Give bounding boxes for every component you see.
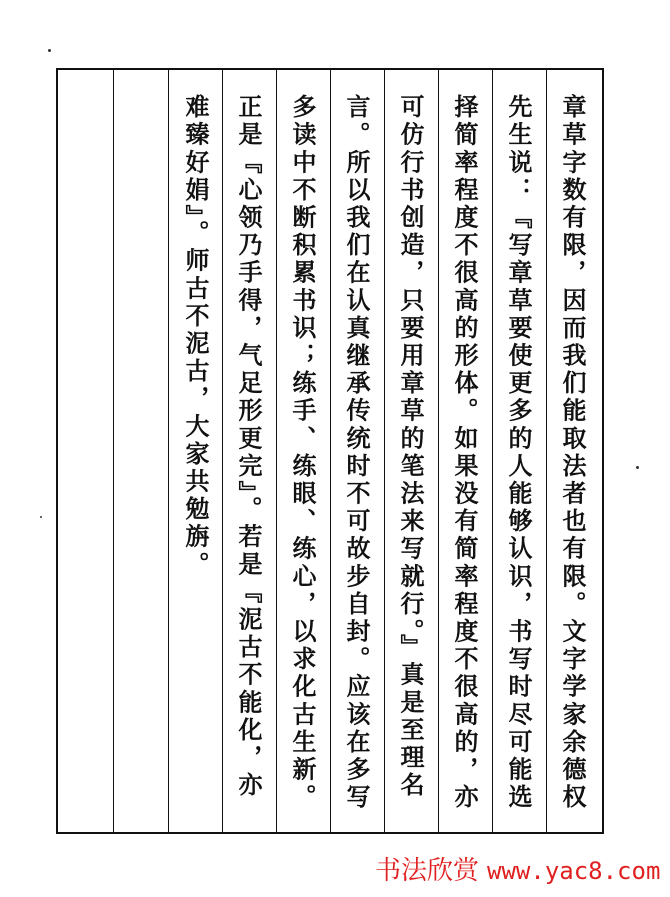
scan-speck	[40, 516, 42, 518]
column-divider	[384, 70, 385, 832]
scan-speck	[636, 466, 639, 469]
column-divider	[222, 70, 223, 832]
watermark-text: 书法欣赏	[375, 856, 480, 886]
column-divider	[168, 70, 169, 832]
text-column-1: 章草字数有限，因而我们能取法者也有限。文字学家余德权	[558, 94, 587, 812]
text-column-7: 正是『心领乃手得，气足形更完』。若是『泥古不能化，亦	[234, 94, 263, 800]
watermark-url: www.yac8.com	[487, 857, 661, 885]
text-column-8: 难臻好娟』。师古不泥古，大家共勉旃。	[181, 94, 210, 579]
column-divider	[330, 70, 331, 832]
text-column-5: 言。所以我们在认真继承传统时不可故步自封。应该在多写	[342, 94, 371, 812]
text-column-4: 可仿行书创造，只要用章草的笔法来写就行。』真是至理名	[396, 94, 425, 800]
text-column-2: 先生说：『写章草要使更多的人能够认识，书写时尽可能选	[504, 94, 533, 812]
text-frame	[56, 68, 604, 834]
column-divider	[546, 70, 547, 832]
column-divider	[276, 70, 277, 832]
column-divider	[438, 70, 439, 832]
column-divider	[113, 70, 114, 832]
text-column-6: 多读中不断积累书识；练手、练眼、练心，以求化古生新。	[288, 94, 317, 812]
scan-speck	[48, 49, 51, 52]
text-column-3: 择简率程度不很高的形体。如果没有简率程度不很高的，亦	[450, 94, 479, 812]
column-divider	[492, 70, 493, 832]
watermark	[375, 850, 660, 887]
